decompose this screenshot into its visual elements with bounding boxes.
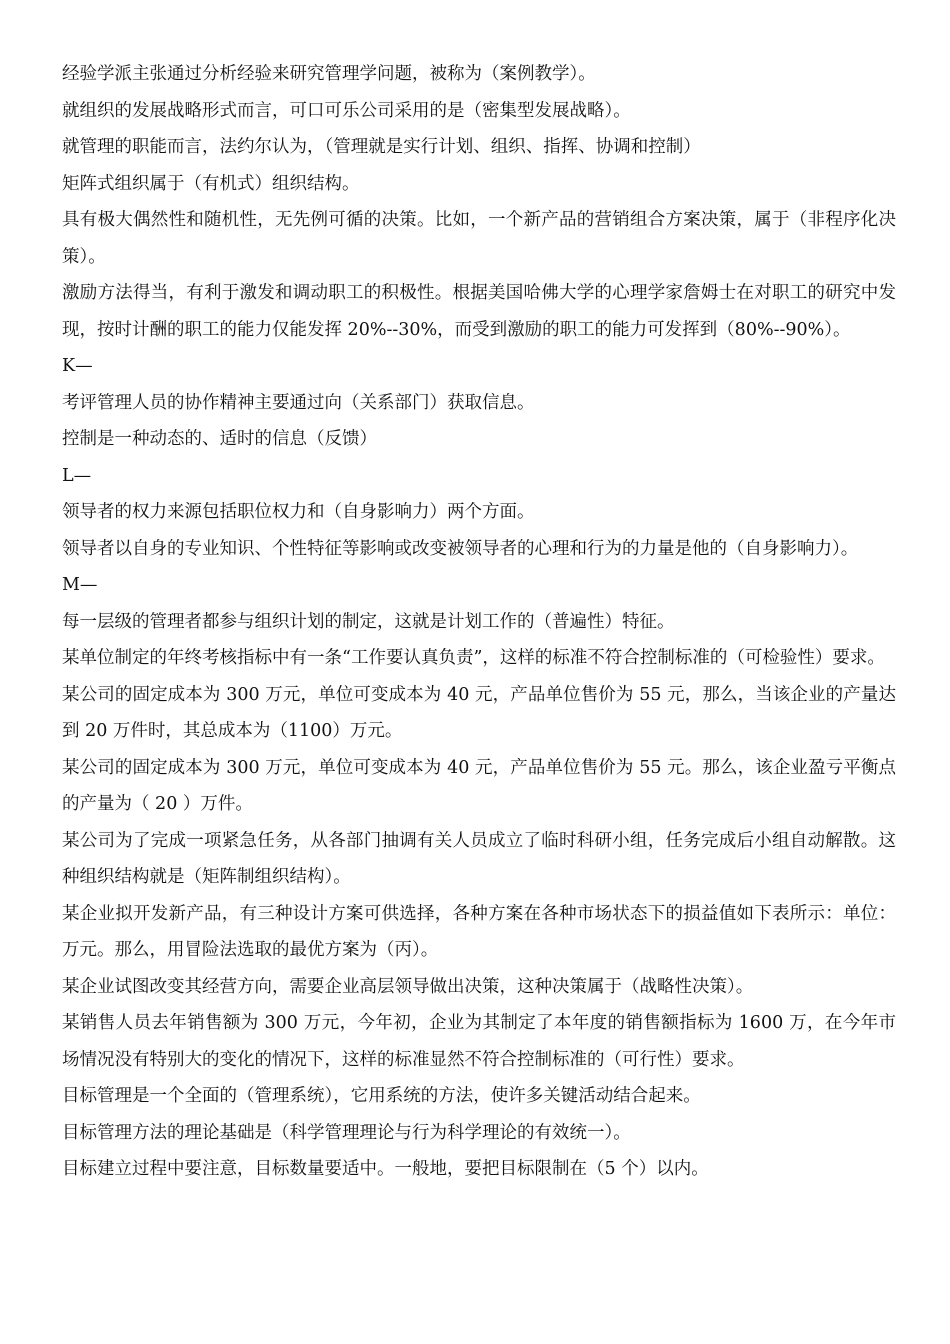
paragraph: 就组织的发展战略形式而言，可口可乐公司采用的是（密集型发展战略）。 bbox=[62, 100, 631, 121]
paragraph: 领导者的权力来源包括职位权力和（自身影响力）两个方面。 bbox=[62, 502, 535, 522]
paragraph: 具有极大偶然性和随机性，无先例可循的决策。比如，一个新产品的营销组合方案决策，属于（非程序化决策）。 bbox=[62, 210, 896, 267]
paragraph: 矩阵式组织属于（有机式）组织结构。 bbox=[62, 173, 360, 194]
paragraph: 某企业拟开发新产品，有三种设计方案可供选择，各种方案在各种市场状态下的损益值如下表所示：单位：万元。那么，用冒险法选取的最优方案为（丙）。 bbox=[62, 903, 896, 960]
paragraph: 目标管理是一个全面的（管理系统），它用系统的方法，使许多关键活动结合起来。 bbox=[62, 1086, 701, 1106]
paragraph: 就管理的职能而言，法约尔认为，（管理就是实行计划、组织、指挥、协调和控制） bbox=[62, 137, 701, 157]
paragraph: 激励方法得当，有利于激发和调动职工的积极性。根据美国哈佛大学的心理学家詹姆士在对职工的研究中发现，按时计酬的职工的能力仅能发挥 20%--30%，而受到激励的职工的能力可发挥到（80%--90%）。 bbox=[62, 283, 896, 340]
paragraph: 目标建立过程中要注意，目标数量要适中。一般地，要把目标限制在（5 个）以内。 bbox=[62, 1159, 709, 1179]
section-letter-heading: K— bbox=[62, 356, 93, 376]
paragraph: 某公司的固定成本为 300 万元，单位可变成本为 40 元，产品单位售价为 55 元，那么，当该企业的产量达到 20 万件时，其总成本为（1100）万元。 bbox=[62, 684, 896, 741]
paragraph: 某公司为了完成一项紧急任务，从各部门抽调有关人员成立了临时科研小组，任务完成后小组自动解散。这种组织结构就是（矩阵制组织结构）。 bbox=[62, 830, 896, 887]
paragraph: 经验学派主张通过分析经验来研究管理学问题，被称为（案例教学）。 bbox=[62, 64, 596, 84]
section-letter-heading: M— bbox=[62, 575, 98, 595]
paragraph: 某销售人员去年销售额为 300 万元，今年初，企业为其制定了本年度的销售额指标为 1600 万，在今年市场情况没有特别大的变化的情况下，这样的标准显然不符合控制标准的（可行性）要求。 bbox=[62, 1013, 896, 1070]
paragraph: 每一层级的管理者都参与组织计划的制定，这就是计划工作的（普遍性）特征。 bbox=[62, 611, 675, 632]
section-letter-heading: L— bbox=[62, 465, 92, 486]
paragraph: 某企业试图改变其经营方向，需要企业高层领导做出决策，这种决策属于（战略性决策）。 bbox=[62, 976, 754, 997]
paragraph: 考评管理人员的协作精神主要通过向（关系部门）获取信息。 bbox=[62, 392, 535, 413]
document-page bbox=[62, 56, 896, 1188]
paragraph: 控制是一种动态的、适时的信息（反馈） bbox=[62, 429, 377, 449]
paragraph: 某单位制定的年终考核指标中有一条“工作要认真负责”，这样的标准不符合控制标准的（可检验性）要求。 bbox=[62, 648, 885, 668]
paragraph: 某公司的固定成本为 300 万元，单位可变成本为 40 元，产品单位售价为 55 元。那么，该企业盈亏平衡点的产量为（ 20 ）万件。 bbox=[62, 757, 896, 814]
paragraph: 目标管理方法的理论基础是（科学管理理论与行为科学理论的有效统一）。 bbox=[62, 1122, 631, 1143]
paragraph: 领导者以自身的专业知识、个性特征等影响或改变被领导者的心理和行为的力量是他的（自身影响力）。 bbox=[62, 538, 859, 559]
